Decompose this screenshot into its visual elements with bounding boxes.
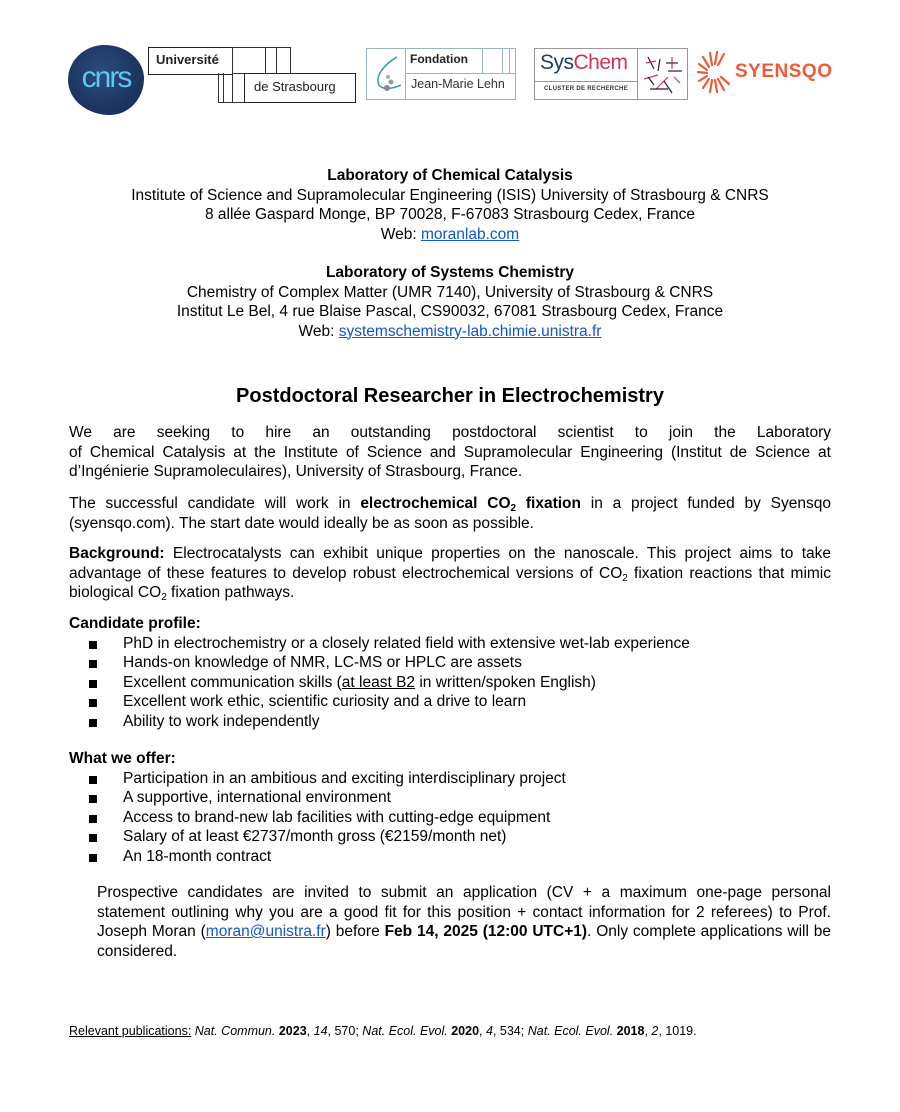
list-item: Ability to work independently <box>69 712 831 732</box>
publications-footer: Relevant publications: Nat. Commun. 2023, 14, 570; Nat. Ecol. Evol. 2020, 4, 534; Nat. Ecol. Evol. 2018, 2, 1019. <box>69 1024 697 1038</box>
square-bullet-icon <box>89 699 97 707</box>
square-bullet-icon <box>89 680 97 688</box>
intro-line1: We are seeking to hire an outstanding postdoctoral scientist to join the Laboratory <box>69 424 831 441</box>
cnrs-logo <box>68 45 144 115</box>
lab2-header <box>0 263 900 341</box>
fondation-line1: Fondation <box>410 52 468 66</box>
list-item: Hands-on knowledge of NMR, LC-MS or HPLC are assets <box>69 653 831 673</box>
candidate-profile-heading: Candidate profile: <box>69 615 201 632</box>
cnrs-logo-text: cnrs <box>81 61 131 94</box>
square-bullet-icon <box>89 795 97 803</box>
lab1-affiliation: Institute of Science and Supramolecular Engineering (ISIS) University of Strasbourg & CNRS <box>131 186 769 204</box>
unistra-line1: Université <box>156 52 219 67</box>
molecule-sticks-icon <box>638 49 688 99</box>
swirl-icon <box>373 55 403 93</box>
list-item: Access to brand-new lab facilities with cutting-edge equipment <box>69 808 831 828</box>
sunburst-icon <box>697 50 733 94</box>
logo-bar <box>0 40 900 120</box>
list-item: Excellent work ethic, scientific curiosity and a drive to learn <box>69 692 831 712</box>
list-item: PhD in electrochemistry or a closely related field with extensive wet-lab experience <box>69 634 831 654</box>
lab2-affiliation: Chemistry of Complex Matter (UMR 7140), University of Strasbourg & CNRS <box>186 283 714 301</box>
intro-rest: of Chemical Catalysis at the Institute of Science and Supramolecular Engineering (Institut de Science at d’Ingénierie Supramoleculaires), University of Strasbourg, France. <box>69 443 831 480</box>
square-bullet-icon <box>89 854 97 862</box>
deadline: Feb 14, 2025 (12:00 UTC+1) <box>384 923 588 940</box>
syschem-subtitle: CLUSTER DE RECHERCHE <box>535 81 637 92</box>
list-item: Salary of at least €2737/month gross (€2159/month net) <box>69 827 831 847</box>
lab2-name: Laboratory of Systems Chemistry <box>325 264 575 281</box>
lab1-web: Web: moranlab.com <box>380 225 520 243</box>
lab1-name: Laboratory of Chemical Catalysis <box>327 167 573 184</box>
offer-list <box>69 769 831 867</box>
square-bullet-icon <box>89 719 97 727</box>
lab2-web: Web: systemschemistry-lab.chimie.unistra.fr <box>298 322 602 340</box>
application-paragraph: Prospective candidates are invited to submit an application (CV + a maximum one-page personal statement outlining why you are a good fit for this position + contact information for 2 referees) to Prof. Joseph Moran (moran@unistra.fr) before Feb 14, 2025 (12:00 UTC+1). Only complete applications will be considered. <box>97 884 831 960</box>
square-bullet-icon <box>89 660 97 668</box>
syensqo-logo <box>697 50 847 94</box>
square-bullet-icon <box>89 776 97 784</box>
intro-paragraph <box>69 423 831 482</box>
square-bullet-icon <box>89 641 97 649</box>
syensqo-wordmark: SYENSQO <box>735 61 833 82</box>
publications-label: Relevant publications: <box>69 1024 192 1038</box>
candidate-profile-list <box>69 634 831 732</box>
lab1-web-link[interactable]: moranlab.com <box>420 225 520 243</box>
background-label: Background: <box>69 545 165 562</box>
square-bullet-icon <box>89 815 97 823</box>
lab1-header <box>0 166 900 244</box>
list-item: A supportive, international environment <box>69 788 831 808</box>
list-item: An 18-month contract <box>69 847 831 867</box>
background-paragraph: Background: Electrocatalysts can exhibit unique properties on the nanoscale. This project aims to take advantage of these features to develop robust electrochemical versions of $CO_2$ fixation reactions that mimic biological $CO_2$ fixation pathways. <box>69 545 831 603</box>
project-paragraph: The successful candidate will work in electrochemical $CO_2$ fixation in a project funded by Syensqo (syensqo.com). The start date would ideally be as soon as possible. <box>69 495 832 532</box>
lab2-web-link[interactable]: systemschemistry-lab.chimie.unistra.fr <box>338 322 602 340</box>
lab2-address: Institut Le Bel, 4 rue Blaise Pascal, CS90032, 67081 Strasbourg Cedex, France <box>176 303 724 320</box>
unistra-line2: de Strasbourg <box>254 79 336 94</box>
candidate-profile-section <box>69 614 831 731</box>
square-bullet-icon <box>89 834 97 842</box>
list-item: Excellent communication skills (at least B2 in written/spoken English) <box>69 673 831 693</box>
offer-section <box>69 749 831 866</box>
fondation-line2: Jean-Marie Lehn <box>411 77 505 91</box>
unistra-logo <box>148 47 358 103</box>
list-item: Participation in an ambitious and exciting interdisciplinary project <box>69 769 831 789</box>
email-link[interactable]: moran@unistra.fr <box>205 923 326 940</box>
offer-heading: What we offer: <box>69 750 176 767</box>
syschem-wordmark: SysChem <box>540 51 628 74</box>
job-title: Postdoctoral Researcher in Electrochemistry <box>236 385 664 407</box>
lab1-address: 8 allée Gaspard Monge, BP 70028, F-67083 Strasbourg Cedex, France <box>205 206 695 223</box>
fondation-jml-logo <box>366 48 516 100</box>
syschem-logo <box>534 48 688 100</box>
